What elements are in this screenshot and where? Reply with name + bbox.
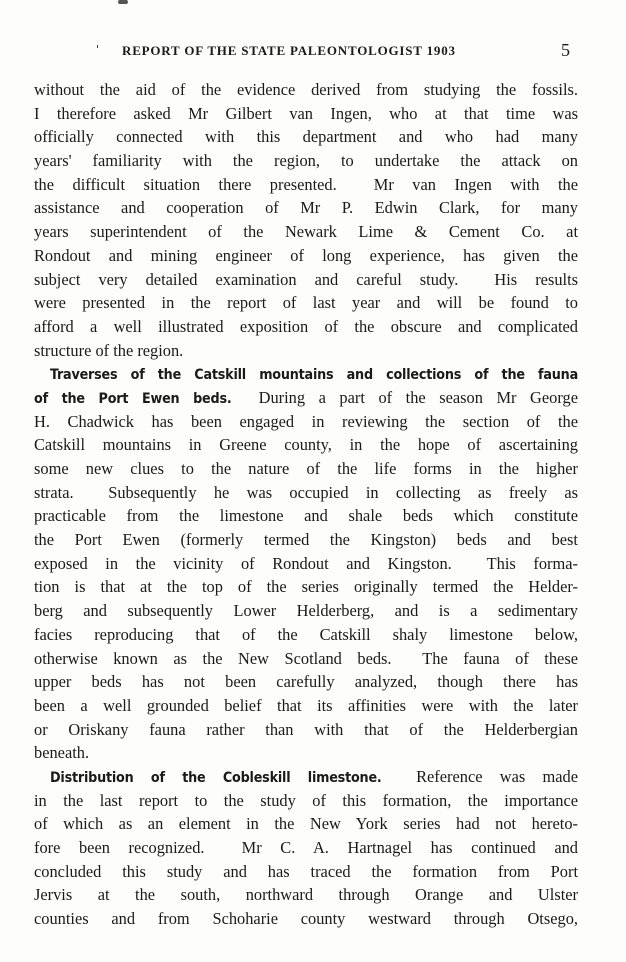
line-text: assistance and cooperation of Mr P. Edwin Clark, for many: [34, 198, 578, 218]
text-line: [34, 765, 578, 789]
text-line: [34, 149, 578, 173]
line-text: otherwise known as the New Scotland beds. The fauna of these: [34, 648, 578, 668]
line-text: without the aid of the evidence derived from studying the fossils.: [34, 80, 578, 99]
line-text: officially connected with this department and who had many: [34, 127, 578, 147]
text-line: [34, 196, 578, 220]
text-line: [34, 741, 578, 765]
text-line: [34, 78, 578, 102]
text-line: [34, 528, 578, 552]
text-line: [34, 173, 578, 197]
text-line: [34, 647, 578, 671]
text-line: [34, 718, 578, 742]
text-line: [34, 504, 578, 528]
line-text: upper beds has not been carefully analyzed, though there has: [34, 672, 578, 692]
running-head-title: REPORT OF THE STATE PALEONTOLOGIST 1903: [122, 43, 456, 58]
line-text: structure of the region.: [34, 340, 184, 360]
text-line: [34, 433, 578, 457]
line-text: facies reproducing that of the Catskill shaly limestone below,: [34, 624, 578, 644]
line-text: Reference was made: [381, 766, 578, 786]
text-line: [34, 789, 578, 813]
paragraph-heading: Traverses of the Catskill mountains and collections of the fauna: [50, 367, 578, 384]
line-text: Catskill mountains in Greene county, in the hope of ascertaining: [34, 435, 578, 455]
text-line: [34, 220, 578, 244]
text-line: [34, 362, 578, 386]
line-text: fore been recognized. Mr C. A. Hartnagel has continued and: [34, 838, 578, 857]
line-text: or Oriskany fauna rather than with that of the Helderbergian: [34, 719, 578, 739]
line-text: some new clues to the nature of the life forms in the higher: [34, 459, 578, 478]
line-text: exposed in the vicinity of Rondout and Kingston. This forma-: [34, 553, 578, 573]
line-text: I therefore asked Mr Gilbert van Ingen, who at that time was: [34, 103, 578, 123]
line-text: years superintendent of the Newark Lime & Cement Co. at: [34, 222, 578, 242]
line-text: H. Chadwick has been engaged in reviewing the section of the: [34, 411, 578, 431]
text-line: [34, 623, 578, 647]
line-text: berg and subsequently Lower Helderberg, and is a sedimentary: [34, 601, 578, 621]
line-text: Rondout and mining engineer of long experience, has given the: [34, 245, 578, 265]
line-text: years' familiarity with the region, to undertake the attack on: [34, 151, 578, 171]
text-line: [34, 812, 578, 836]
text-line: [34, 339, 578, 363]
text-line: [34, 315, 578, 339]
text-line: [34, 457, 578, 481]
text-line: [34, 244, 578, 268]
line-text: been a well grounded belief that its affinities were with the later: [34, 695, 578, 715]
line-text: During a part of the season Mr George: [231, 387, 578, 407]
line-text: subject very detailed examination and careful study. His results: [34, 269, 578, 289]
line-text: the Port Ewen (formerly termed the Kingston) beds and best: [34, 530, 578, 550]
text-line: [34, 125, 578, 149]
line-text: of which as an element in the New York series had not hereto-: [34, 814, 578, 834]
text-line: [34, 410, 578, 434]
running-head: [0, 40, 626, 64]
text-line: [34, 860, 578, 884]
line-text: tion is that at the top of the series originally termed the Helder-: [34, 577, 578, 597]
line-text: concluded this study and has traced the formation from Port: [34, 861, 578, 881]
text-line: [34, 836, 578, 860]
text-line: [34, 575, 578, 599]
running-head-marker: ': [96, 43, 100, 56]
line-text: practicable from the limestone and shale beds which constitute: [34, 506, 578, 526]
line-text: counties and from Schoharie county westward through Otsego,: [34, 909, 578, 929]
scan-artifact: [118, 0, 128, 4]
line-text: the difficult situation there presented. Mr van Ingen with the: [34, 174, 578, 194]
text-line: [34, 268, 578, 292]
body-text: [34, 78, 578, 931]
text-line: [34, 599, 578, 623]
text-line: [34, 883, 578, 907]
text-line: [34, 552, 578, 576]
text-line: [34, 386, 578, 410]
text-line: [34, 102, 578, 126]
line-text: beneath.: [34, 743, 90, 763]
text-line: [34, 670, 578, 694]
line-text: were presented in the report of last year and will be found to: [34, 293, 578, 313]
text-line: [34, 694, 578, 718]
text-line: [34, 907, 578, 931]
paragraph-heading: of the Port Ewen beds.: [34, 390, 232, 407]
line-text: Jervis at the south, northward through Orange and Ulster: [34, 885, 578, 905]
line-text: in the last report to the study of this formation, the importance: [34, 790, 578, 810]
page-number: 5: [561, 40, 570, 60]
line-text: afford a well illustrated exposition of the obscure and complicated: [34, 316, 578, 336]
text-line: [34, 291, 578, 315]
text-line: [34, 481, 578, 505]
paragraph-heading: Distribution of the Cobleskill limestone.: [50, 769, 382, 786]
line-text: strata. Subsequently he was occupied in collecting as freely as: [34, 482, 578, 502]
